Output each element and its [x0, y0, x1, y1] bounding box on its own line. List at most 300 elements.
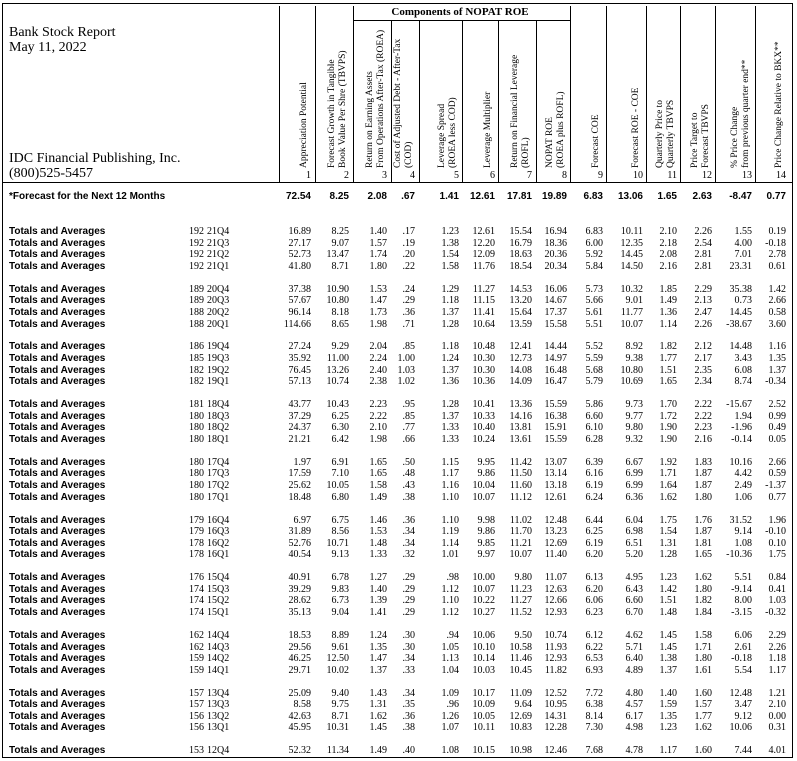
- cell-col-14: 1.96: [768, 515, 786, 526]
- cell-col-8: 20.36: [544, 249, 567, 260]
- cell-col-12: 1.58: [694, 630, 712, 641]
- row-count: 180: [189, 492, 204, 503]
- cell-col-10: 4.62: [625, 630, 643, 641]
- cell-col-5: 1.18: [441, 295, 459, 306]
- cell-col-12: 1.87: [694, 480, 712, 491]
- cell-col-9: 5.92: [585, 249, 603, 260]
- cell-col-2: 10.74: [326, 376, 349, 387]
- cell-col-8: 14.67: [544, 295, 567, 306]
- cell-col-6: 10.14: [472, 653, 495, 664]
- cell-col-13: 4.42: [734, 468, 752, 479]
- cell-col-11: 1.23: [659, 722, 677, 733]
- header-divider: [419, 21, 420, 183]
- cell-col-11: 2.16: [659, 261, 677, 272]
- cell-col-14: 0.41: [768, 584, 786, 595]
- cell-col-7: 13.59: [509, 319, 532, 330]
- cell-col-4: .50: [402, 457, 415, 468]
- cell-col-12: 2.81: [694, 261, 712, 272]
- column-header-line: (ROEA plus ROFL): [556, 91, 566, 168]
- row-quarter: 21Q2: [207, 249, 230, 260]
- cell-col-8: 16.94: [544, 226, 567, 237]
- cell-col-10: 6.17: [625, 711, 643, 722]
- cell-col-1: 6.97: [293, 515, 311, 526]
- cell-col-3: 1.62: [369, 711, 387, 722]
- row-label: Totals and Averages: [9, 226, 106, 237]
- cell-col-12: 1.83: [694, 457, 712, 468]
- cell-col-11: 1.72: [659, 411, 677, 422]
- row-quarter: 15Q2: [207, 595, 230, 606]
- cell-col-3: 1.41: [369, 607, 387, 618]
- cell-col-8: 15.58: [544, 319, 567, 330]
- cell-col-4: .36: [402, 515, 415, 526]
- cell-col-1: 18.53: [288, 630, 311, 641]
- cell-col-9: 6.38: [585, 699, 603, 710]
- cell-col-10: 9.32: [625, 434, 643, 445]
- cell-col-5: 1.41: [439, 191, 459, 202]
- cell-col-8: 12.93: [544, 653, 567, 664]
- cell-col-10: 9.01: [625, 295, 643, 306]
- row-count: 192: [189, 261, 204, 272]
- cell-col-13: 14.45: [729, 307, 752, 318]
- cell-col-14: 1.37: [768, 365, 786, 376]
- table-row: [0, 584, 797, 595]
- table-row: [0, 422, 797, 433]
- cell-col-14: 1.17: [768, 665, 786, 676]
- cell-col-6: 9.85: [477, 538, 495, 549]
- cell-col-6: 10.07: [472, 492, 495, 503]
- cell-col-11: 1.90: [659, 434, 677, 445]
- table-row: [0, 411, 797, 422]
- cell-col-5: 1.37: [441, 307, 459, 318]
- cell-col-13: 12.48: [729, 688, 752, 699]
- cell-col-11: 1.31: [659, 538, 677, 549]
- cell-col-14: 1.42: [768, 284, 786, 295]
- cell-col-3: 1.27: [369, 572, 387, 583]
- cell-col-11: 1.75: [659, 515, 677, 526]
- cell-col-10: 11.77: [620, 307, 643, 318]
- title-line-1: Bank Stock Report: [9, 25, 116, 40]
- cell-col-6: 10.40: [472, 422, 495, 433]
- cell-col-4: .48: [402, 468, 415, 479]
- cell-col-7: 10.07: [509, 549, 532, 560]
- cell-col-7: 10.83: [509, 722, 532, 733]
- column-header-13: [730, 0, 754, 168]
- cell-col-1: 46.25: [288, 653, 311, 664]
- cell-col-3: 1.46: [369, 515, 387, 526]
- cell-col-7: 11.02: [509, 515, 532, 526]
- cell-col-10: 6.51: [625, 538, 643, 549]
- cell-col-1: 27.24: [288, 341, 311, 352]
- cell-col-4: .30: [402, 630, 415, 641]
- cell-col-2: 9.07: [331, 238, 349, 249]
- cell-col-9: 6.83: [583, 191, 603, 202]
- cell-col-10: 6.98: [625, 526, 643, 537]
- row-quarter: 20Q4: [207, 284, 230, 295]
- cell-col-14: 1.18: [768, 653, 786, 664]
- cell-col-4: .40: [402, 745, 415, 756]
- column-header-2: [327, 0, 351, 168]
- table-row: [0, 353, 797, 364]
- row-count: 159: [189, 665, 204, 676]
- column-header-line: Leverage Spread: [437, 103, 447, 168]
- row-count: 189: [189, 295, 204, 306]
- cell-col-6: 9.98: [477, 515, 495, 526]
- cell-col-12: 2.47: [694, 307, 712, 318]
- column-header-line: NOPAT ROE: [545, 117, 555, 168]
- cell-col-11: 1.28: [659, 549, 677, 560]
- row-label: Totals and Averages: [9, 630, 106, 641]
- cell-col-2: 10.02: [326, 665, 349, 676]
- row-label: Totals and Averages: [9, 688, 106, 699]
- column-header-line: from previous quarter end**: [741, 59, 751, 168]
- cell-col-2: 10.43: [326, 399, 349, 410]
- cell-col-7: 11.21: [509, 538, 532, 549]
- cell-col-1: 72.54: [285, 191, 311, 202]
- row-label: *Forecast for the Next 12 Months: [9, 191, 166, 202]
- cell-col-1: 27.17: [288, 238, 311, 249]
- cell-col-11: 1.90: [659, 422, 677, 433]
- cell-col-8: 12.28: [544, 722, 567, 733]
- column-number: 13: [742, 170, 752, 181]
- cell-col-13: 5.54: [734, 665, 752, 676]
- cell-col-5: 1.17: [441, 468, 459, 479]
- row-quarter: 15Q1: [207, 607, 230, 618]
- cell-col-12: 2.13: [694, 295, 712, 306]
- cell-col-7: 14.53: [509, 284, 532, 295]
- cell-col-9: 5.79: [585, 376, 603, 387]
- cell-col-5: 1.19: [441, 526, 459, 537]
- cell-col-2: 13.47: [326, 249, 349, 260]
- cell-col-9: 6.39: [585, 457, 603, 468]
- cell-col-6: 12.20: [472, 238, 495, 249]
- row-count: 157: [189, 699, 204, 710]
- header-divider: [462, 21, 463, 183]
- row-count: 156: [189, 711, 204, 722]
- row-label: Totals and Averages: [9, 399, 106, 410]
- cell-col-10: 6.43: [625, 584, 643, 595]
- column-header-line: Return on Earning Assets: [365, 71, 375, 168]
- header-divider: [646, 6, 647, 183]
- cell-col-9: 6.28: [585, 434, 603, 445]
- cell-col-4: .85: [402, 341, 415, 352]
- cell-col-7: 11.09: [509, 688, 532, 699]
- cell-col-2: 6.91: [331, 457, 349, 468]
- cell-col-5: .94: [446, 630, 459, 641]
- cell-col-1: 40.54: [288, 549, 311, 560]
- cell-col-4: .43: [402, 480, 415, 491]
- cell-col-1: 31.89: [288, 526, 311, 537]
- cell-col-4: .29: [402, 572, 415, 583]
- cell-col-6: 10.48: [472, 341, 495, 352]
- cell-col-6: 9.95: [477, 457, 495, 468]
- column-header-5: [437, 0, 461, 168]
- column-header-10: [631, 0, 644, 168]
- row-count: 180: [189, 480, 204, 491]
- cell-col-14: 2.26: [768, 642, 786, 653]
- column-number: 12: [702, 170, 712, 181]
- row-count: 178: [189, 549, 204, 560]
- title-line-2: May 11, 2022: [9, 40, 87, 55]
- row-quarter: 13Q1: [207, 722, 230, 733]
- cell-col-13: 31.52: [729, 515, 752, 526]
- components-title: Components of NOPAT ROE: [391, 6, 529, 18]
- column-header-line: (COD): [404, 141, 414, 168]
- cell-col-12: 2.17: [694, 353, 712, 364]
- cell-col-6: 10.04: [472, 480, 495, 491]
- cell-col-6: 10.64: [472, 319, 495, 330]
- cell-col-8: 12.93: [544, 607, 567, 618]
- cell-col-3: 1.53: [369, 526, 387, 537]
- cell-col-2: 9.29: [331, 341, 349, 352]
- cell-col-6: 10.22: [472, 595, 495, 606]
- cell-col-4: 1.00: [397, 353, 415, 364]
- cell-col-14: 1.21: [768, 688, 786, 699]
- column-number: 9: [598, 170, 603, 181]
- cell-col-12: 1.84: [694, 607, 712, 618]
- row-label: Totals and Averages: [9, 653, 106, 664]
- cell-col-14: 1.03: [768, 595, 786, 606]
- table-row: [0, 665, 797, 676]
- cell-col-1: 24.37: [288, 422, 311, 433]
- cell-col-7: 14.08: [509, 365, 532, 376]
- cell-col-5: .96: [446, 699, 459, 710]
- column-header-7: [510, 0, 534, 168]
- header-divider: [680, 6, 681, 183]
- column-number: 11: [667, 170, 677, 181]
- cell-col-13: 8.00: [734, 595, 752, 606]
- cell-col-9: 5.73: [585, 284, 603, 295]
- row-quarter: 20Q2: [207, 307, 230, 318]
- cell-col-1: 52.32: [288, 745, 311, 756]
- cell-col-3: 2.08: [367, 191, 387, 202]
- cell-col-1: 37.38: [288, 284, 311, 295]
- cell-col-11: 1.65: [657, 191, 677, 202]
- row-quarter: 17Q4: [207, 457, 230, 468]
- cell-col-12: 2.81: [694, 249, 712, 260]
- cell-col-3: 1.98: [369, 319, 387, 330]
- cell-col-3: 2.22: [369, 411, 387, 422]
- cell-col-8: 16.48: [544, 365, 567, 376]
- cell-col-6: 11.27: [472, 284, 495, 295]
- cell-col-14: -0.32: [765, 607, 786, 618]
- cell-col-3: 1.53: [369, 284, 387, 295]
- cell-col-14: 2.10: [768, 699, 786, 710]
- cell-col-12: 1.60: [694, 688, 712, 699]
- cell-col-8: 14.97: [544, 353, 567, 364]
- cell-col-9: 6.20: [585, 549, 603, 560]
- table-row: [0, 226, 797, 237]
- cell-col-12: 2.35: [694, 365, 712, 376]
- cell-col-9: 6.44: [585, 515, 603, 526]
- table-row: [0, 295, 797, 306]
- row-label: Totals and Averages: [9, 745, 106, 756]
- cell-col-10: 6.36: [625, 492, 643, 503]
- header-bottom-rule: [2, 182, 793, 183]
- cell-col-2: 10.80: [326, 295, 349, 306]
- cell-col-13: -9.14: [731, 584, 752, 595]
- row-quarter: 14Q4: [207, 630, 230, 641]
- row-quarter: 13Q3: [207, 699, 230, 710]
- row-label: Totals and Averages: [9, 411, 106, 422]
- cell-col-7: 15.54: [509, 226, 532, 237]
- table-row: [0, 572, 797, 583]
- cell-col-12: 2.22: [694, 411, 712, 422]
- row-label: Totals and Averages: [9, 642, 106, 653]
- cell-col-10: 4.80: [625, 688, 643, 699]
- cell-col-10: 12.35: [620, 238, 643, 249]
- row-label: Totals and Averages: [9, 665, 106, 676]
- cell-col-10: 14.50: [620, 261, 643, 272]
- column-header-4: [393, 0, 417, 168]
- cell-col-7: 11.60: [509, 480, 532, 491]
- cell-col-14: 0.31: [768, 722, 786, 733]
- cell-col-8: 16.06: [544, 284, 567, 295]
- cell-col-13: -3.15: [731, 607, 752, 618]
- cell-col-7: 13.61: [509, 434, 532, 445]
- cell-col-7: 18.63: [509, 249, 532, 260]
- column-header-14: [774, 0, 787, 168]
- forecast-row: [0, 191, 797, 202]
- column-header-line: Appreciation Potential: [299, 82, 309, 168]
- cell-col-12: 2.34: [694, 376, 712, 387]
- cell-col-6: 11.15: [472, 295, 495, 306]
- cell-col-9: 5.86: [585, 399, 603, 410]
- cell-col-14: -0.34: [765, 376, 786, 387]
- cell-col-6: 10.41: [472, 399, 495, 410]
- row-label: Totals and Averages: [9, 549, 106, 560]
- cell-col-7: 10.58: [509, 642, 532, 653]
- cell-col-5: 1.18: [441, 341, 459, 352]
- cell-col-5: 1.12: [441, 607, 459, 618]
- row-count: 162: [189, 642, 204, 653]
- table-row: [0, 549, 797, 560]
- cell-col-3: 1.73: [369, 307, 387, 318]
- cell-col-9: 6.19: [585, 480, 603, 491]
- cell-col-2: 8.25: [331, 226, 349, 237]
- cell-col-5: 1.13: [441, 653, 459, 664]
- column-header-line: Quarterly TBVPS: [666, 99, 676, 168]
- cell-col-6: 10.17: [472, 688, 495, 699]
- row-quarter: 18Q4: [207, 399, 230, 410]
- cell-col-9: 5.66: [585, 295, 603, 306]
- row-quarter: 21Q1: [207, 261, 230, 272]
- row-quarter: 13Q4: [207, 688, 230, 699]
- cell-col-1: 52.76: [288, 538, 311, 549]
- row-count: 180: [189, 457, 204, 468]
- cell-col-3: 1.58: [369, 480, 387, 491]
- cell-col-2: 13.26: [326, 365, 349, 376]
- cell-col-3: 1.65: [369, 468, 387, 479]
- cell-col-2: 9.75: [331, 699, 349, 710]
- cell-col-3: 2.40: [369, 365, 387, 376]
- header-divider: [570, 6, 571, 183]
- row-label: Totals and Averages: [9, 353, 106, 364]
- cell-col-7: 14.09: [509, 376, 532, 387]
- cell-col-4: 1.02: [397, 376, 415, 387]
- cell-col-8: 12.61: [544, 492, 567, 503]
- cell-col-4: .34: [402, 653, 415, 664]
- cell-col-13: 2.49: [734, 480, 752, 491]
- cell-col-3: 1.65: [369, 457, 387, 468]
- cell-col-12: 1.62: [694, 722, 712, 733]
- column-header-12: [690, 0, 714, 168]
- cell-col-9: 6.12: [585, 630, 603, 641]
- cell-col-14: 0.77: [768, 492, 786, 503]
- column-number: 10: [633, 170, 643, 181]
- cell-col-5: 1.23: [441, 226, 459, 237]
- row-label: Totals and Averages: [9, 249, 106, 260]
- cell-col-10: 10.69: [620, 376, 643, 387]
- cell-col-6: 10.03: [472, 665, 495, 676]
- row-quarter: 19Q4: [207, 341, 230, 352]
- table-row: [0, 307, 797, 318]
- cell-col-1: 35.92: [288, 353, 311, 364]
- table-row: [0, 284, 797, 295]
- cell-col-5: 1.24: [441, 353, 459, 364]
- row-count: 185: [189, 353, 204, 364]
- cell-col-7: 11.42: [509, 457, 532, 468]
- cell-col-9: 6.10: [585, 422, 603, 433]
- row-count: 179: [189, 526, 204, 537]
- cell-col-7: 13.81: [509, 422, 532, 433]
- row-quarter: 12Q4: [207, 745, 230, 756]
- column-header-line: Forecast COE: [591, 114, 601, 168]
- row-label: Totals and Averages: [9, 307, 106, 318]
- cell-col-10: 6.60: [625, 595, 643, 606]
- column-header-11: [655, 0, 679, 168]
- cell-col-2: 8.18: [331, 307, 349, 318]
- cell-col-3: 2.10: [369, 422, 387, 433]
- cell-col-8: 11.93: [544, 642, 567, 653]
- cell-col-7: 15.64: [509, 307, 532, 318]
- cell-col-12: 1.87: [694, 468, 712, 479]
- table-row: [0, 365, 797, 376]
- cell-col-8: 15.91: [544, 422, 567, 433]
- cell-col-10: 6.99: [625, 480, 643, 491]
- cell-col-11: 1.38: [659, 653, 677, 664]
- cell-col-2: 6.75: [331, 515, 349, 526]
- cell-col-2: 8.56: [331, 526, 349, 537]
- header-divider: [536, 21, 537, 183]
- cell-col-4: .22: [402, 261, 415, 272]
- cell-col-7: 11.27: [509, 595, 532, 606]
- cell-col-11: 1.70: [659, 399, 677, 410]
- row-label: Totals and Averages: [9, 492, 106, 503]
- column-number: 14: [776, 170, 786, 181]
- cell-col-5: 1.10: [441, 515, 459, 526]
- cell-col-6: 10.30: [472, 353, 495, 364]
- cell-col-10: 4.95: [625, 572, 643, 583]
- row-quarter: 16Q1: [207, 549, 230, 560]
- cell-col-7: 11.12: [509, 492, 532, 503]
- cell-col-1: 37.29: [288, 411, 311, 422]
- column-header-3: [365, 0, 389, 168]
- cell-col-13: 14.48: [729, 341, 752, 352]
- cell-col-10: 9.73: [625, 399, 643, 410]
- cell-col-12: 1.82: [694, 595, 712, 606]
- table-row: [0, 722, 797, 733]
- cell-col-11: 2.08: [659, 249, 677, 260]
- cell-col-2: 6.73: [331, 595, 349, 606]
- cell-col-7: 9.50: [514, 630, 532, 641]
- cell-col-10: 10.11: [620, 226, 643, 237]
- cell-col-10: 4.57: [625, 699, 643, 710]
- cell-col-10: 4.89: [625, 665, 643, 676]
- table-row: [0, 341, 797, 352]
- cell-col-10: 14.45: [620, 249, 643, 260]
- cell-col-2: 6.78: [331, 572, 349, 583]
- row-quarter: 16Q4: [207, 515, 230, 526]
